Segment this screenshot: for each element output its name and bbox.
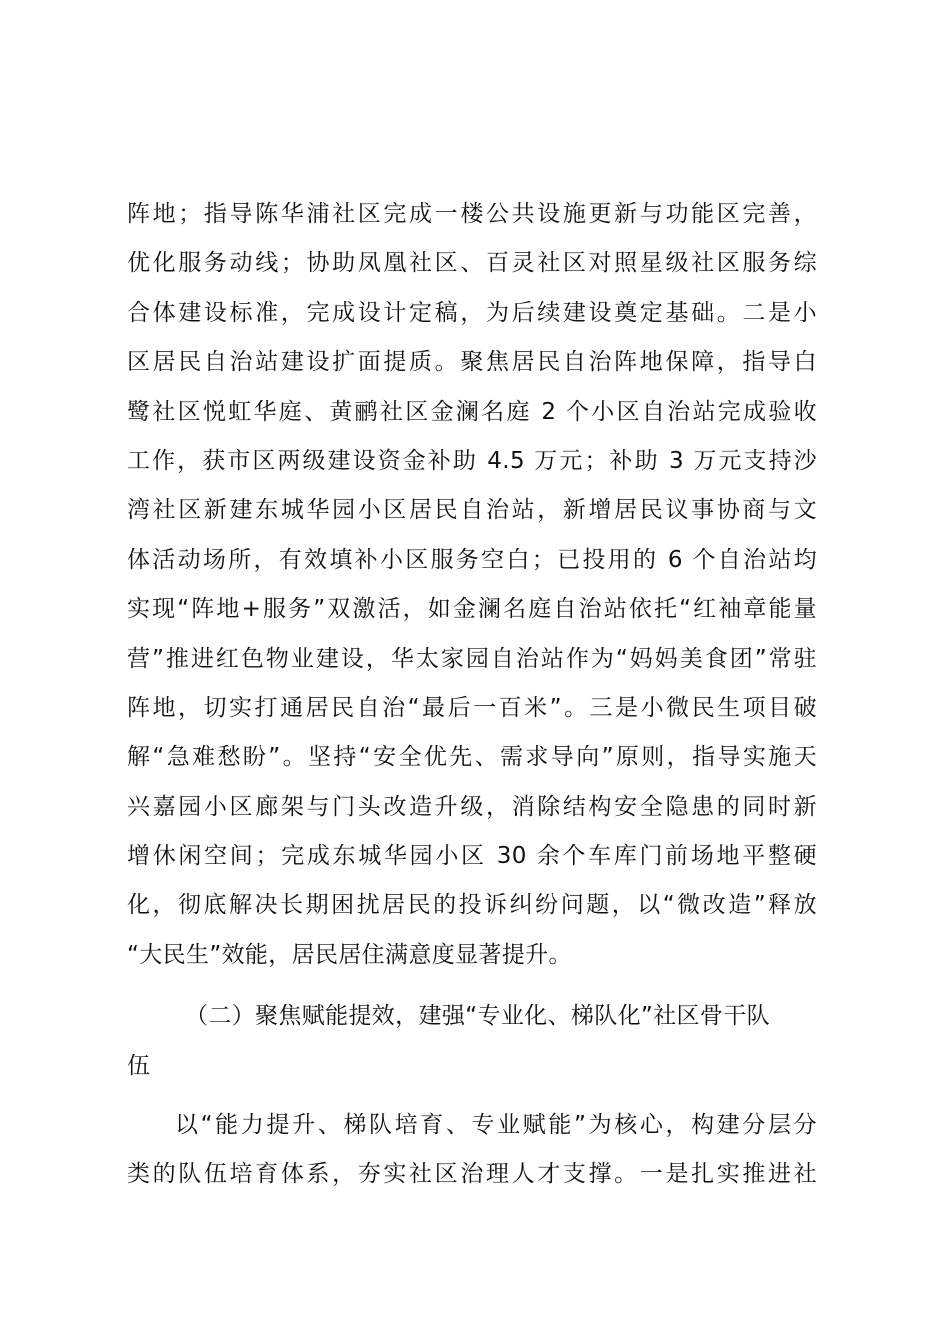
text-line: 以“能力提升、梯队培育、专业赋能”为核心，构建分层分	[175, 1112, 817, 1139]
text-line: 解“急难愁盼”。坚持“安全优先、需求导向”原则，指导实施天	[127, 744, 817, 771]
text-line: 区居民自治站建设扩面提质。聚焦居民自治阵地保障，指导白	[127, 349, 817, 376]
text-line: 类的队伍培育体系，夯实社区治理人才支撑。一是扎实推进社	[127, 1161, 817, 1188]
text-line: 兴嘉园小区廊架与门头改造升级，消除结构安全隐患的同时新	[127, 793, 817, 820]
heading-line: 伍	[127, 1052, 151, 1079]
text-line: 实现“阵地+服务”双激活，如金澜名庭自治站依托“红袖章能量	[127, 596, 817, 623]
text-line: 优化服务动线；协助凤凰社区、百灵社区对照星级社区服务综	[127, 250, 817, 277]
text-line: 体活动场所，有效填补小区服务空白；已投用的 6 个自治站均	[127, 546, 817, 573]
text-line: 营”推进红色物业建设，华太家园自治站作为“妈妈美食团”常驻	[127, 645, 817, 672]
heading-line: （二）聚焦赋能提效，建强“专业化、梯队化”社区骨干队	[185, 1003, 770, 1030]
text-line: 鹭社区悦虹华庭、黄鹂社区金澜名庭 2 个小区自治站完成验收	[127, 398, 817, 425]
document-body	[127, 190, 817, 1200]
text-line: 增休闲空间；完成东城华园小区 30 余个车库门前场地平整硬	[127, 843, 817, 870]
text-line: 合体建设标准，完成设计定稿，为后续建设奠定基础。二是小	[127, 299, 817, 326]
text-line: 工作，获市区两级建设资金补助 4.5 万元；补助 3 万元支持沙	[127, 447, 817, 474]
text-line: 阵地，切实打通居民自治“最后一百米”。三是小微民生项目破	[127, 694, 817, 721]
text-line: 阵地；指导陈华浦社区完成一楼公共设施更新与功能区完善，	[127, 201, 817, 227]
text-line: 化，彻底解决长期困扰居民的投诉纠纷问题，以“微改造”释放	[127, 892, 817, 919]
text-line: “大民生”效能，居民居住满意度显著提升。	[127, 941, 572, 968]
body-paragraph-2	[127, 1101, 817, 1200]
section-heading	[127, 992, 817, 1091]
body-paragraph-1	[127, 190, 817, 980]
text-line: 湾社区新建东城华园小区居民自治站，新增居民议事协商与文	[127, 497, 817, 524]
